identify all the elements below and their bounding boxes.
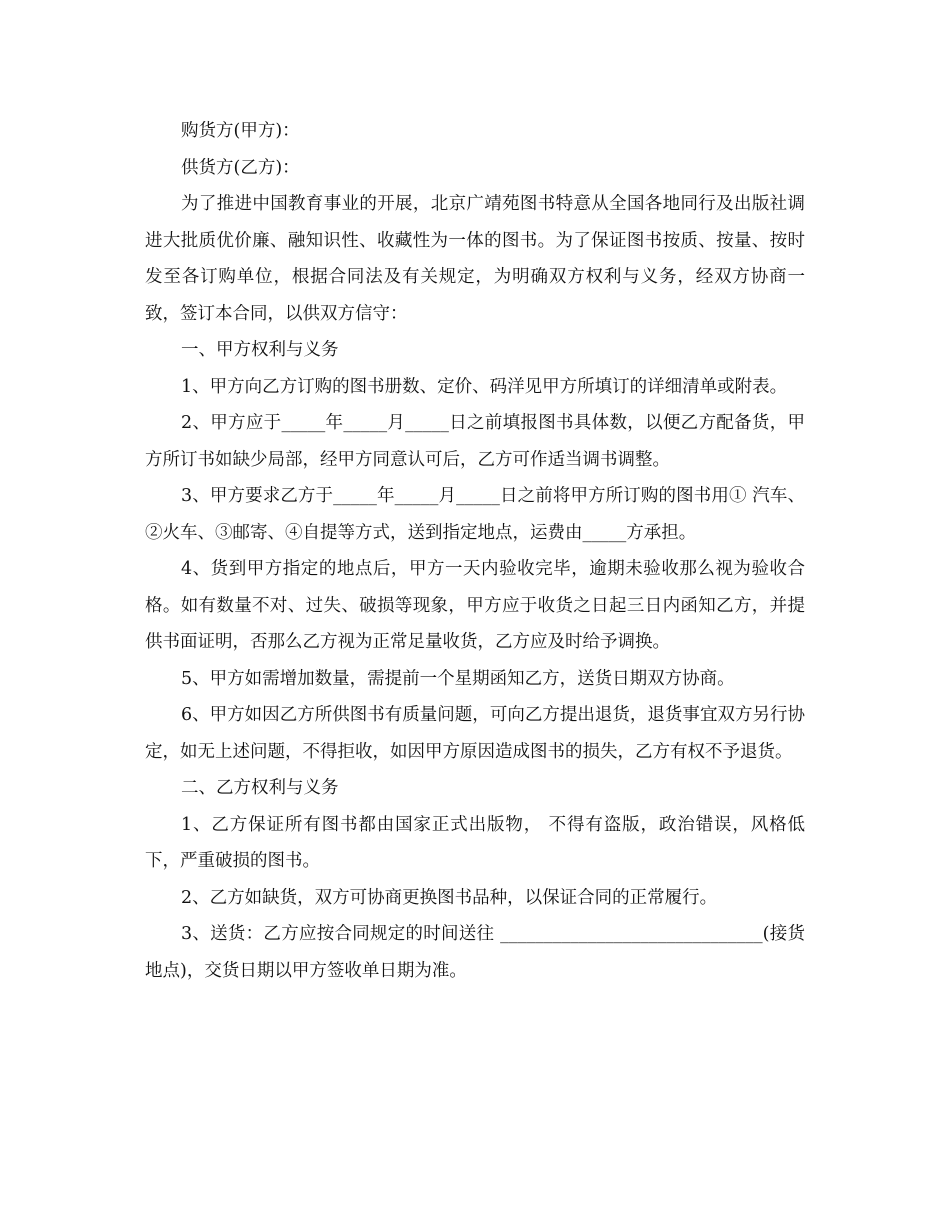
section-heading-party-b: 二、乙方权利与义务 <box>181 778 339 798</box>
clause-a-6: 6、甲方如因乙方所供图书有质量问题，可向乙方提出退货，退货事宜双方另行协定，如无上述问题，不得拒收，如因甲方原因造成图书的损失，乙方有权不予退货。 <box>145 705 805 762</box>
clause-a-2: 2、甲方应于_____年_____月_____日之前填报图书具体数，以便乙方配备货，甲方所订书如缺少局部，经甲方同意认可后，乙方可作适当调书调整。 <box>145 413 805 470</box>
supplier-line: 供货方(乙方)： <box>181 157 300 178</box>
buyer-line: 购货方(甲方)： <box>181 121 300 141</box>
clause-b-1: 1、乙方保证所有图书都由国家正式出版物， 不得有盗版，政治错误，风格低下，严重破损的图书。 <box>145 814 805 871</box>
clause-b-3: 3、送货：乙方应按合同规定的时间送往 ______________________________(接货地点)，交货日期以甲方签收单日期为准。 <box>145 924 805 981</box>
section-heading-party-a: 一、甲方权利与义务 <box>181 340 339 360</box>
clause-a-3: 3、甲方要求乙方于_____年_____月_____日之前将甲方所订购的图书用① 汽车、②火车、③邮寄、④自提等方式，送到指定地点，运费由_____方承担。 <box>145 486 805 543</box>
clause-a-1: 1、甲方向乙方订购的图书册数、定价、码洋见甲方所填订的详细清单或附表。 <box>181 376 788 397</box>
clause-b-2: 2、乙方如缺货，双方可协商更换图书品种，以保证合同的正常履行。 <box>181 887 718 908</box>
preamble-paragraph: 为了推进中国教育事业的开展，北京广靖苑图书特意从全国各地同行及出版社调进大批质优价廉、融知识性、收藏性为一体的图书。为了保证图书按质、按量、按时发至各订购单位，根据合同法及有关规定，为明确双方权利与义务，经双方协商一致，签订本合同，以供双方信守： <box>145 194 805 324</box>
contract-body <box>145 113 805 989</box>
clause-a-5: 5、甲方如需增加数量，需提前一个星期函知乙方，送货日期双方协商。 <box>181 668 735 689</box>
clause-a-4: 4、货到甲方指定的地点后，甲方一天内验收完毕，逾期未验收那么视为验收合格。如有数量不对、过失、破损等现象，甲方应于收货之日起三日内函知乙方，并提供书面证明，否那么乙方视为正常足量收货，乙方应及时给予调换。 <box>145 559 805 652</box>
